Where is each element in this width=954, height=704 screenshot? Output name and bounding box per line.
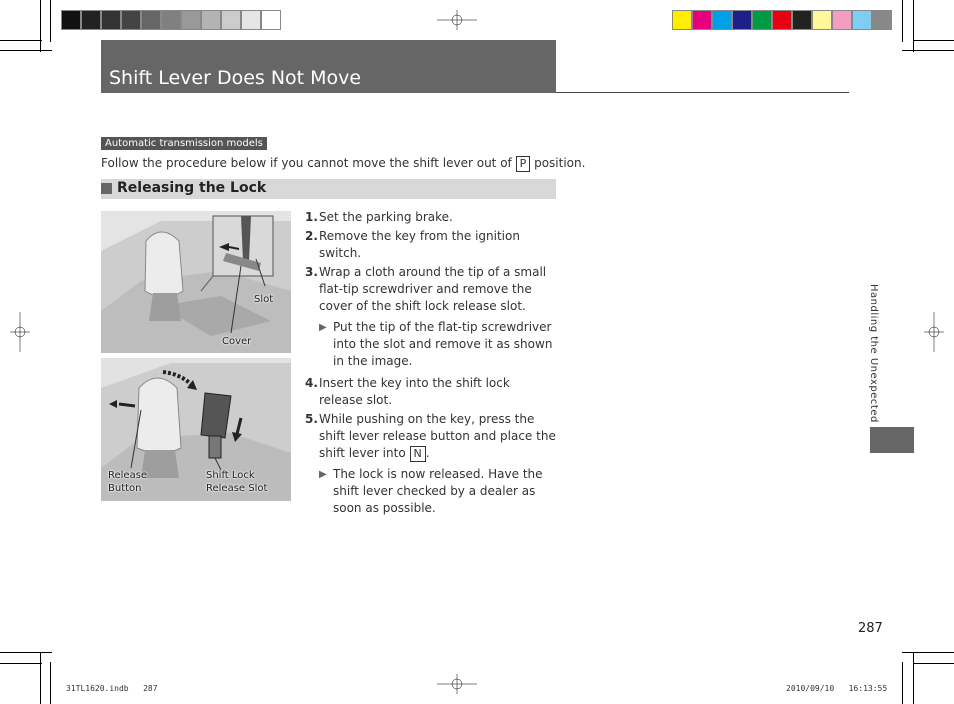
step-number: 5. xyxy=(305,412,318,426)
process-swatch xyxy=(752,10,772,30)
model-tag: Automatic transmission models xyxy=(101,137,267,150)
gray-swatch xyxy=(181,10,201,30)
section-header xyxy=(101,179,556,199)
gray-swatch xyxy=(141,10,161,30)
step-text-end: . xyxy=(425,446,430,460)
process-swatch xyxy=(852,10,872,30)
registration-mark-right-icon xyxy=(914,312,954,352)
process-swatch xyxy=(712,10,732,30)
key-p-indicator: P xyxy=(516,156,531,172)
step-3-note xyxy=(305,319,557,370)
step-1 xyxy=(305,209,557,226)
process-swatch xyxy=(732,10,752,30)
gray-swatch xyxy=(221,10,241,30)
step-3 xyxy=(305,264,557,315)
process-swatch xyxy=(772,10,792,30)
gray-swatch xyxy=(161,10,181,30)
step-text: Wrap a cloth around the tip of a small flat-tip screwdriver and remove the cover of the shift lock release slot. xyxy=(319,265,547,313)
step-number: 4. xyxy=(305,376,318,390)
cover-label: Cover xyxy=(222,336,252,347)
title-rule xyxy=(556,92,849,93)
footer-timestamp: 2010/09/10 16:13:55 xyxy=(786,684,888,693)
section-title: Releasing the Lock xyxy=(117,180,267,196)
release-button-label xyxy=(108,469,147,495)
triangle-bullet-icon: ▶ xyxy=(319,469,327,480)
step-number: 2. xyxy=(305,229,318,243)
page-title-bar xyxy=(101,40,556,93)
gray-swatch xyxy=(101,10,121,30)
page-number: 287 xyxy=(858,621,883,636)
intro-after: position. xyxy=(534,156,586,170)
section-square-icon xyxy=(101,183,112,194)
process-swatch xyxy=(872,10,892,30)
step-5-note xyxy=(305,466,557,517)
gray-swatch xyxy=(61,10,81,30)
gray-swatch xyxy=(241,10,261,30)
step-number: 3. xyxy=(305,265,318,279)
intro-text xyxy=(101,156,585,172)
registration-mark-bottom-icon xyxy=(437,664,477,704)
chapter-side-tab[interactable]: Handling the Unexpected xyxy=(868,284,879,423)
gray-swatch xyxy=(261,10,281,30)
figure-cover-removal xyxy=(101,211,291,353)
shift-label-line-2: Release Slot xyxy=(206,483,268,494)
process-swatch xyxy=(672,10,692,30)
step-text: Remove the key from the ignition switch. xyxy=(319,229,520,260)
registration-mark-left-icon xyxy=(0,312,40,352)
step-5 xyxy=(305,411,557,462)
process-swatch xyxy=(832,10,852,30)
footer-file-info: 31TL1620.indb 287 xyxy=(66,684,158,693)
shift-lock-slot-label xyxy=(206,469,267,495)
step-text: Set the parking brake. xyxy=(319,210,453,224)
release-label-line-1: Release xyxy=(108,470,148,481)
key-n-indicator: N xyxy=(410,446,426,462)
shift-label-line-1: Shift Lock xyxy=(206,470,255,481)
step-2 xyxy=(305,228,557,262)
process-swatch xyxy=(812,10,832,30)
note-text: The lock is now released. Have the shift lever checked by a dealer as soon as possible. xyxy=(333,467,543,515)
intro-before: Follow the procedure below if you cannot move the shift lever out of xyxy=(101,156,512,170)
chapter-tab-block xyxy=(870,427,914,453)
gray-swatch xyxy=(81,10,101,30)
process-swatch xyxy=(792,10,812,30)
page-title: Shift Lever Does Not Move xyxy=(109,67,362,89)
shift-lever-illustration-1 xyxy=(101,211,291,353)
step-text: While pushing on the key, press the shift lever release button and place the shift lever into xyxy=(319,412,556,460)
slot-label: Slot xyxy=(254,294,274,305)
process-swatch xyxy=(692,10,712,30)
figure-key-insertion xyxy=(101,358,291,501)
note-text: Put the tip of the flat-tip screwdriver into the slot and remove it as shown in the image. xyxy=(333,320,553,368)
registration-mark-top-icon xyxy=(437,0,477,40)
gray-swatch xyxy=(121,10,141,30)
procedure-steps xyxy=(305,209,557,522)
step-number: 1. xyxy=(305,210,318,224)
triangle-bullet-icon: ▶ xyxy=(319,322,327,333)
step-4 xyxy=(305,375,557,409)
gray-swatch xyxy=(201,10,221,30)
release-label-line-2: Button xyxy=(108,483,142,494)
step-text: Insert the key into the shift lock release slot. xyxy=(319,376,510,407)
